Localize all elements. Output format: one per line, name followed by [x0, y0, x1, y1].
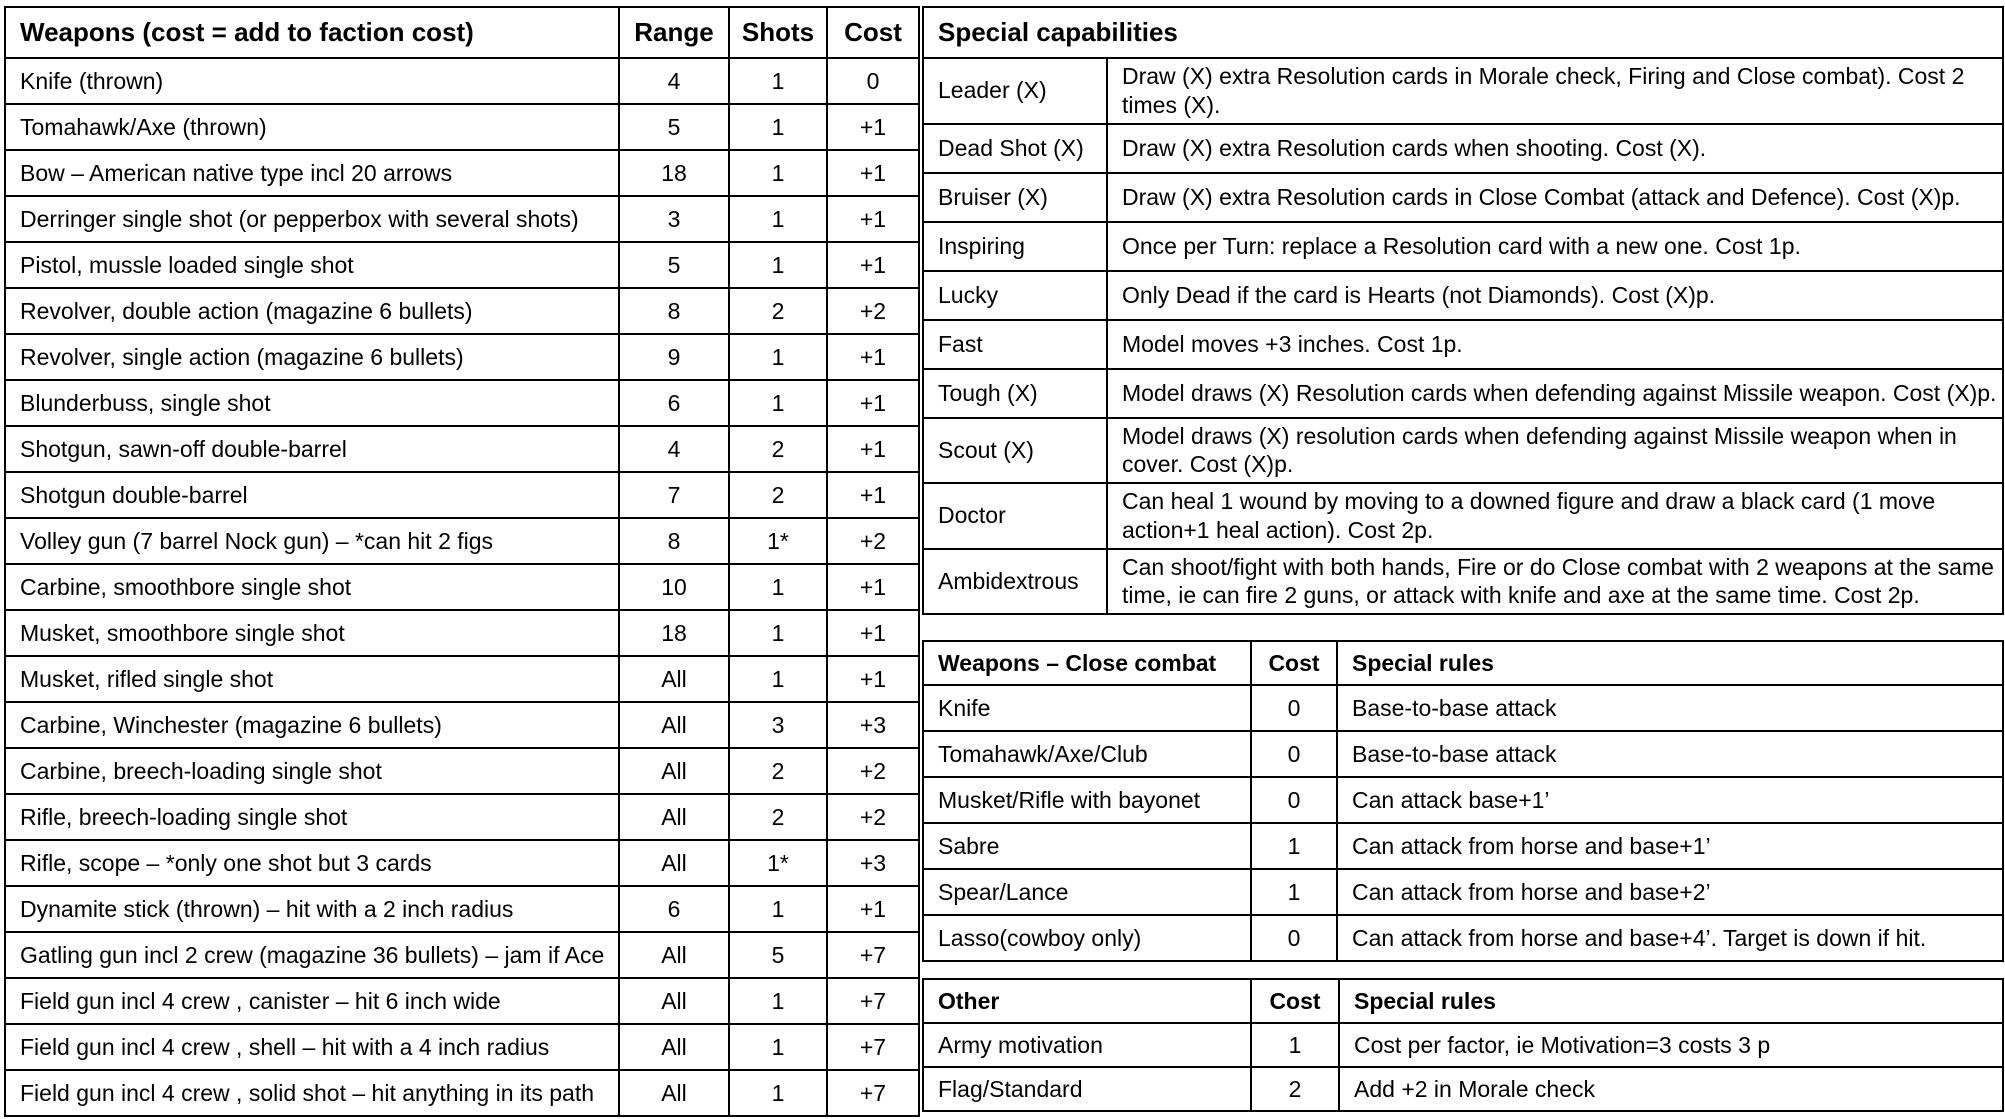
table-row: [923, 124, 2003, 173]
table-row: [5, 932, 919, 978]
weapon-name-cell: Shotgun, sawn-off double-barrel: [5, 426, 619, 472]
table-row: [923, 777, 2003, 823]
capability-description-cell: Only Dead if the card is Hearts (not Diamonds). Cost (X)p.: [1107, 271, 2003, 320]
weapon-range-cell: All: [619, 1070, 729, 1116]
weapon-name-cell: Pistol, mussle loaded single shot: [5, 242, 619, 288]
other-header-name: Other: [923, 979, 1251, 1023]
close-weapon-cost-cell: 0: [1251, 685, 1337, 731]
other-cost-cell: 2: [1251, 1067, 1339, 1111]
weapon-cost-cell: +1: [827, 242, 919, 288]
weapon-shots-cell: 1: [729, 610, 827, 656]
capability-description-cell: Can heal 1 wound by moving to a downed figure and draw a black card (1 move action+1 heal action). Cost 2p.: [1107, 483, 2003, 549]
table-row: [923, 271, 2003, 320]
weapon-shots-cell: 1: [729, 104, 827, 150]
weapon-range-cell: 5: [619, 242, 729, 288]
weapon-range-cell: All: [619, 840, 729, 886]
weapon-cost-cell: +1: [827, 104, 919, 150]
weapon-cost-cell: +7: [827, 1070, 919, 1116]
weapon-cost-cell: +1: [827, 334, 919, 380]
weapon-name-cell: Knife (thrown): [5, 58, 619, 104]
weapon-cost-cell: 0: [827, 58, 919, 104]
close-weapon-cost-cell: 1: [1251, 823, 1337, 869]
capability-name-cell: Tough (X): [923, 369, 1107, 418]
weapon-name-cell: Carbine, Winchester (magazine 6 bullets): [5, 702, 619, 748]
weapon-range-cell: 9: [619, 334, 729, 380]
weapon-cost-cell: +1: [827, 564, 919, 610]
close-header-rules: Special rules: [1337, 641, 2003, 685]
close-weapon-rules-cell: Can attack from horse and base+2’: [1337, 869, 2003, 915]
close-weapon-cost-cell: 0: [1251, 915, 1337, 961]
weapon-name-cell: Field gun incl 4 crew , solid shot – hit anything in its path: [5, 1070, 619, 1116]
weapon-cost-cell: +1: [827, 426, 919, 472]
close-weapon-rules-cell: Can attack from horse and base+1’: [1337, 823, 2003, 869]
table-row: [923, 1067, 2003, 1111]
weapon-range-cell: 4: [619, 426, 729, 472]
weapon-name-cell: Dynamite stick (thrown) – hit with a 2 inch radius: [5, 886, 619, 932]
table-row: [5, 104, 919, 150]
weapon-cost-cell: +1: [827, 196, 919, 242]
table-row: [5, 702, 919, 748]
table-row: [5, 978, 919, 1024]
table-row: [5, 288, 919, 334]
weapon-cost-cell: +2: [827, 748, 919, 794]
close-weapon-rules-cell: Base-to-base attack: [1337, 731, 2003, 777]
weapon-shots-cell: 2: [729, 426, 827, 472]
table-row: [5, 656, 919, 702]
special-capabilities-table: [922, 6, 2004, 615]
weapon-range-cell: 5: [619, 104, 729, 150]
weapon-shots-cell: 2: [729, 794, 827, 840]
table-row: [923, 369, 2003, 418]
weapon-range-cell: All: [619, 656, 729, 702]
weapon-shots-cell: 1: [729, 380, 827, 426]
weapon-shots-cell: 1: [729, 150, 827, 196]
table-row: [5, 794, 919, 840]
capability-name-cell: Bruiser (X): [923, 173, 1107, 222]
table-row: [5, 380, 919, 426]
weapon-shots-cell: 1: [729, 334, 827, 380]
table-row: [5, 334, 919, 380]
table-row: [5, 1024, 919, 1070]
table-row: [5, 196, 919, 242]
table-row: [5, 840, 919, 886]
weapon-name-cell: Rifle, scope – *only one shot but 3 cards: [5, 840, 619, 886]
weapon-name-cell: Revolver, single action (magazine 6 bullets): [5, 334, 619, 380]
capability-name-cell: Lucky: [923, 271, 1107, 320]
other-name-cell: Army motivation: [923, 1023, 1251, 1067]
capability-description-cell: Model draws (X) resolution cards when defending against Missile weapon when in cover. Cost (X)p.: [1107, 418, 2003, 484]
weapon-shots-cell: 2: [729, 472, 827, 518]
weapon-range-cell: All: [619, 794, 729, 840]
close-weapon-rules-cell: Can attack from horse and base+4’. Target is down if hit.: [1337, 915, 2003, 961]
weapon-shots-cell: 1: [729, 58, 827, 104]
close-weapon-rules-cell: Can attack base+1’: [1337, 777, 2003, 823]
weapon-range-cell: All: [619, 932, 729, 978]
table-row: [923, 173, 2003, 222]
table-row: [5, 886, 919, 932]
weapon-cost-cell: +7: [827, 1024, 919, 1070]
weapon-name-cell: Tomahawk/Axe (thrown): [5, 104, 619, 150]
capability-name-cell: Ambidextrous: [923, 549, 1107, 615]
table-row: [923, 685, 2003, 731]
capability-description-cell: Model moves +3 inches. Cost 1p.: [1107, 320, 2003, 369]
table-row: [5, 472, 919, 518]
capability-description-cell: Draw (X) extra Resolution cards in Morale check, Firing and Close combat). Cost 2 times (X).: [1107, 58, 2003, 124]
close-header-name: Weapons – Close combat: [923, 641, 1251, 685]
close-header-row: [923, 641, 2003, 685]
weapon-range-cell: 18: [619, 150, 729, 196]
weapon-name-cell: Musket, rifled single shot: [5, 656, 619, 702]
weapon-cost-cell: +1: [827, 380, 919, 426]
table-row: [5, 426, 919, 472]
close-weapon-name-cell: Musket/Rifle with bayonet: [923, 777, 1251, 823]
close-weapon-name-cell: Lasso(cowboy only): [923, 915, 1251, 961]
table-row: [923, 483, 2003, 549]
weapon-cost-cell: +1: [827, 886, 919, 932]
other-cost-cell: 1: [1251, 1023, 1339, 1067]
other-header-row: [923, 979, 2003, 1023]
weapon-cost-cell: +2: [827, 794, 919, 840]
capability-description-cell: Once per Turn: replace a Resolution card with a new one. Cost 1p.: [1107, 222, 2003, 271]
weapon-range-cell: All: [619, 1024, 729, 1070]
weapon-cost-cell: +3: [827, 702, 919, 748]
weapon-cost-cell: +3: [827, 840, 919, 886]
table-row: [5, 748, 919, 794]
weapon-cost-cell: +7: [827, 932, 919, 978]
weapon-name-cell: Carbine, breech-loading single shot: [5, 748, 619, 794]
weapon-shots-cell: 1: [729, 1024, 827, 1070]
weapon-name-cell: Revolver, double action (magazine 6 bullets): [5, 288, 619, 334]
weapon-name-cell: Volley gun (7 barrel Nock gun) – *can hit 2 figs: [5, 518, 619, 564]
capability-name-cell: Scout (X): [923, 418, 1107, 484]
weapon-shots-cell: 1: [729, 564, 827, 610]
weapons-header-cost: Cost: [827, 7, 919, 58]
close-weapon-name-cell: Tomahawk/Axe/Club: [923, 731, 1251, 777]
weapon-range-cell: All: [619, 978, 729, 1024]
weapon-shots-cell: 2: [729, 748, 827, 794]
other-header-rules: Special rules: [1339, 979, 2003, 1023]
other-table: [922, 978, 2004, 1112]
other-name-cell: Flag/Standard: [923, 1067, 1251, 1111]
weapon-cost-cell: +7: [827, 978, 919, 1024]
weapons-header-row: [5, 7, 919, 58]
weapon-cost-cell: +1: [827, 472, 919, 518]
table-row: [923, 823, 2003, 869]
weapons-header-range: Range: [619, 7, 729, 58]
weapon-shots-cell: 3: [729, 702, 827, 748]
weapon-shots-cell: 1: [729, 242, 827, 288]
close-weapon-cost-cell: 1: [1251, 869, 1337, 915]
weapon-range-cell: 3: [619, 196, 729, 242]
other-rules-cell: Add +2 in Morale check: [1339, 1067, 2003, 1111]
weapon-cost-cell: +1: [827, 656, 919, 702]
table-row: [923, 320, 2003, 369]
weapon-shots-cell: 1: [729, 978, 827, 1024]
weapon-name-cell: Gatling gun incl 2 crew (magazine 36 bullets) – jam if Ace: [5, 932, 619, 978]
table-row: [5, 564, 919, 610]
close-weapon-cost-cell: 0: [1251, 731, 1337, 777]
weapon-range-cell: 4: [619, 58, 729, 104]
weapon-range-cell: 8: [619, 288, 729, 334]
capability-name-cell: Dead Shot (X): [923, 124, 1107, 173]
weapon-shots-cell: 1*: [729, 518, 827, 564]
close-weapon-name-cell: Knife: [923, 685, 1251, 731]
weapon-name-cell: Carbine, smoothbore single shot: [5, 564, 619, 610]
weapon-shots-cell: 1: [729, 196, 827, 242]
weapon-cost-cell: +1: [827, 610, 919, 656]
other-header-cost: Cost: [1251, 979, 1339, 1023]
weapon-range-cell: 7: [619, 472, 729, 518]
weapon-shots-cell: 1: [729, 1070, 827, 1116]
weapon-cost-cell: +2: [827, 288, 919, 334]
capability-description-cell: Draw (X) extra Resolution cards in Close Combat (attack and Defence). Cost (X)p.: [1107, 173, 2003, 222]
close-weapon-rules-cell: Base-to-base attack: [1337, 685, 2003, 731]
weapon-range-cell: 8: [619, 518, 729, 564]
weapon-shots-cell: 1*: [729, 840, 827, 886]
weapon-cost-cell: +1: [827, 150, 919, 196]
capability-name-cell: Inspiring: [923, 222, 1107, 271]
capability-description-cell: Draw (X) extra Resolution cards when shooting. Cost (X).: [1107, 124, 2003, 173]
table-row: [5, 610, 919, 656]
weapon-shots-cell: 2: [729, 288, 827, 334]
weapon-range-cell: 6: [619, 380, 729, 426]
weapon-shots-cell: 1: [729, 656, 827, 702]
weapons-header-name: Weapons (cost = add to faction cost): [5, 7, 619, 58]
weapon-name-cell: Shotgun double-barrel: [5, 472, 619, 518]
special-header: Special capabilities: [923, 7, 2003, 58]
table-row: [5, 518, 919, 564]
table-row: [923, 1023, 2003, 1067]
capability-name-cell: Leader (X): [923, 58, 1107, 124]
weapon-name-cell: Rifle, breech-loading single shot: [5, 794, 619, 840]
table-row: [5, 242, 919, 288]
weapon-range-cell: All: [619, 702, 729, 748]
table-row: [923, 549, 2003, 615]
table-row: [923, 915, 2003, 961]
weapon-range-cell: 10: [619, 564, 729, 610]
weapon-name-cell: Field gun incl 4 crew , canister – hit 6 inch wide: [5, 978, 619, 1024]
capability-description-cell: Model draws (X) Resolution cards when defending against Missile weapon. Cost (X)p.: [1107, 369, 2003, 418]
weapon-shots-cell: 1: [729, 886, 827, 932]
weapon-range-cell: 18: [619, 610, 729, 656]
table-row: [923, 731, 2003, 777]
weapon-range-cell: All: [619, 748, 729, 794]
table-row: [923, 869, 2003, 915]
close-combat-table: [922, 640, 2004, 962]
table-row: [5, 150, 919, 196]
weapons-header-shots: Shots: [729, 7, 827, 58]
capability-name-cell: Fast: [923, 320, 1107, 369]
other-rules-cell: Cost per factor, ie Motivation=3 costs 3 p: [1339, 1023, 2003, 1067]
weapon-cost-cell: +2: [827, 518, 919, 564]
weapon-name-cell: Derringer single shot (or pepperbox with several shots): [5, 196, 619, 242]
close-weapon-name-cell: Spear/Lance: [923, 869, 1251, 915]
table-row: [923, 58, 2003, 124]
special-header-row: [923, 7, 2003, 58]
capability-name-cell: Doctor: [923, 483, 1107, 549]
table-row: [5, 1070, 919, 1116]
weapon-range-cell: 6: [619, 886, 729, 932]
close-header-cost: Cost: [1251, 641, 1337, 685]
table-row: [923, 222, 2003, 271]
weapons-table: [4, 6, 920, 1117]
weapon-name-cell: Field gun incl 4 crew , shell – hit with a 4 inch radius: [5, 1024, 619, 1070]
table-row: [5, 58, 919, 104]
close-weapon-name-cell: Sabre: [923, 823, 1251, 869]
weapon-name-cell: Blunderbuss, single shot: [5, 380, 619, 426]
weapon-name-cell: Musket, smoothbore single shot: [5, 610, 619, 656]
weapon-name-cell: Bow – American native type incl 20 arrows: [5, 150, 619, 196]
weapon-shots-cell: 5: [729, 932, 827, 978]
close-weapon-cost-cell: 0: [1251, 777, 1337, 823]
table-row: [923, 418, 2003, 484]
capability-description-cell: Can shoot/fight with both hands, Fire or do Close combat with 2 weapons at the same time, ie can fire 2 guns, or attack with knife and axe at the same time. Cost 2p.: [1107, 549, 2003, 615]
